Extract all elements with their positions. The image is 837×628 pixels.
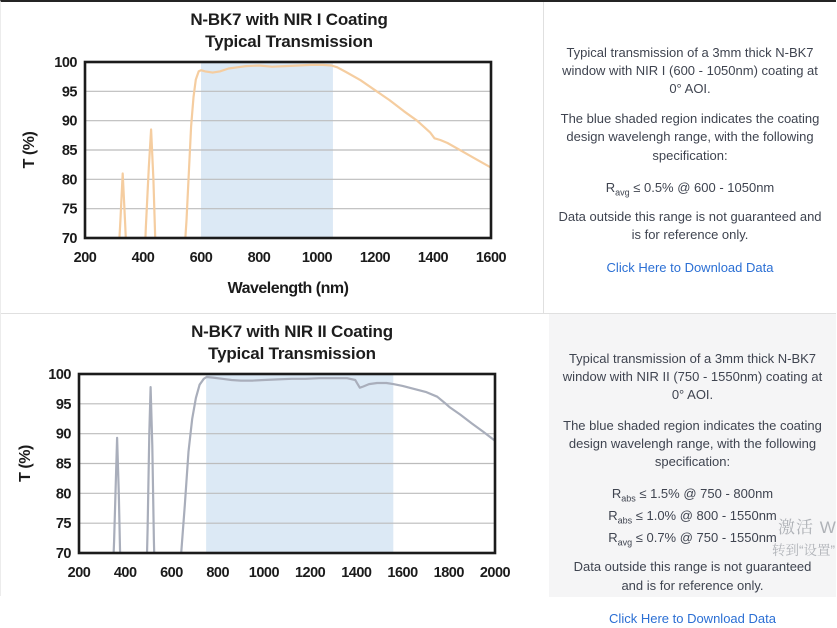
nir2-shaded-region-note: The blue shaded region indicates the coating design wavelengh range, with the following specification:	[563, 417, 822, 469]
x-tick-label: 400	[113, 564, 137, 581]
nir1-section	[1, 2, 836, 314]
x-tick-label: 800	[206, 564, 230, 581]
nir1-shaded-region-note: The blue shaded region indicates the coating design wavelengh range, with the following specification:	[560, 111, 820, 163]
nir1-description: Typical transmission of a 3mm thick N-BK7 window with NIR I (600 - 1050nm) coating at 0° AOI.	[562, 44, 818, 96]
x-tick-label: 200	[67, 564, 91, 581]
spec-line: $R_{avg} \le 0.7\%$ @ 750 - 1550nm	[608, 530, 777, 548]
y-tick-label: 80	[61, 172, 77, 189]
nir2-description-panel	[549, 314, 836, 626]
x-tick-label: 1200	[294, 564, 326, 581]
nir2-coating-specs	[608, 484, 777, 550]
x-tick-label: 400	[131, 249, 155, 266]
x-tick-label: 1000	[301, 249, 333, 266]
nir2-chart-title	[1, 314, 549, 366]
x-tick-label: 1800	[433, 564, 464, 581]
y-axis-label: T (%)	[17, 445, 34, 482]
nir2-transmission-chart	[1, 366, 549, 586]
nir1-chart-area	[1, 2, 544, 313]
nir1-title-line1: N-BK7 with NIR I Coating	[190, 10, 388, 29]
y-tick-label: 100	[48, 366, 71, 383]
nir1-reference-note: Data outside this range is not guaranteed and is for reference only.	[558, 208, 822, 243]
nir1-coating-specs	[606, 178, 775, 200]
nir1-title-line2: Typical Transmission	[205, 32, 373, 52]
x-tick-label: 1600	[475, 249, 507, 266]
nir2-title-line2: Typical Transmission	[208, 344, 376, 364]
nir1-download-data-link[interactable]: Click Here to Download Data	[606, 260, 774, 276]
y-tick-label: 85	[55, 456, 71, 473]
y-axis-label: T (%)	[21, 131, 38, 169]
y-tick-label: 70	[61, 230, 77, 247]
nir2-title-line1: N-BK7 with NIR II Coating	[191, 322, 393, 341]
x-tick-label: 600	[160, 564, 183, 581]
x-tick-label: 1400	[417, 249, 449, 266]
y-tick-label: 90	[61, 113, 77, 130]
y-tick-label: 70	[55, 545, 71, 562]
x-tick-label: 1400	[341, 564, 372, 581]
spec-line: $R_{avg} \le 0.5\%$ @ 600 - 1050nm	[605, 179, 775, 198]
y-tick-label: 75	[55, 516, 71, 533]
nir2-download-data-link[interactable]: Click Here to Download Data	[609, 610, 776, 626]
nir2-section	[1, 314, 836, 626]
y-tick-label: 80	[55, 486, 71, 503]
nir2-chart-area	[1, 314, 549, 597]
y-tick-label: 85	[61, 142, 77, 159]
x-tick-label: 200	[73, 249, 97, 266]
x-tick-label: 1000	[248, 564, 280, 581]
x-tick-label: 800	[247, 249, 271, 266]
nir1-chart-title	[1, 2, 543, 54]
y-tick-label: 100	[54, 54, 77, 71]
windows-activation-watermark-line2: 转到“设置”	[772, 543, 835, 558]
y-tick-label: 75	[61, 201, 77, 218]
spec-line: $R_{abs} \le 1.5\%$ @ 750 - 800nm	[611, 486, 774, 504]
x-tick-label: 600	[189, 249, 213, 266]
windows-activation-watermark-line1: 激活 W	[778, 518, 837, 537]
nir1-description-panel	[544, 2, 836, 313]
nir2-reference-note: Data outside this range is not guaranteed and is for reference only.	[573, 559, 812, 593]
x-tick-label: 1600	[387, 564, 418, 581]
y-tick-label: 95	[55, 396, 71, 413]
nir2-description: Typical transmission of a 3mm thick N-BK7 window with NIR II (750 - 1550nm) coating at 0° AOI.	[562, 351, 823, 403]
spec-line: $R_{abs} \le 1.0\%$ @ 800 - 1550nm	[608, 508, 777, 526]
nir1-transmission-chart	[1, 54, 544, 306]
y-tick-label: 95	[61, 84, 77, 101]
y-tick-label: 90	[55, 426, 71, 443]
x-axis-label: Wavelength (nm)	[227, 279, 349, 297]
x-tick-label: 1200	[359, 249, 391, 266]
x-tick-label: 2000	[479, 564, 511, 581]
